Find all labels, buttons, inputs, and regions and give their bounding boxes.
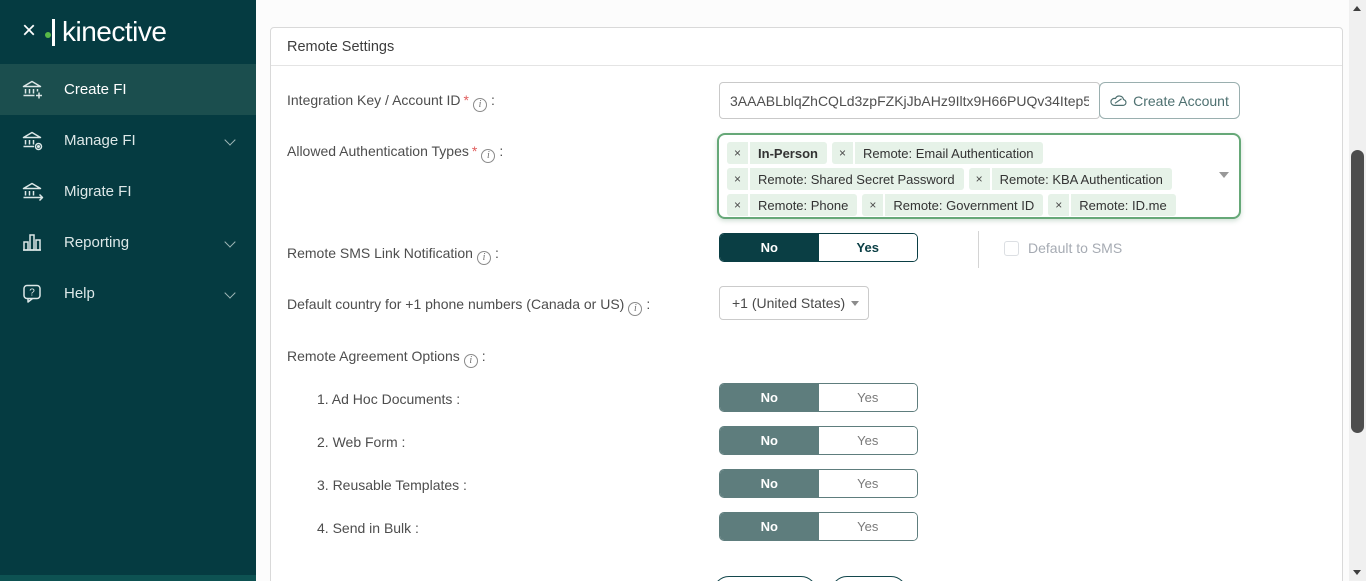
remove-tag-button[interactable]: × (862, 194, 885, 216)
create-account-label: Create Account (1133, 92, 1229, 109)
app-logo (52, 13, 166, 51)
sidebar-item-label: Migrate FI (64, 183, 132, 200)
field-label-auth-types: Allowed Authentication Types * i : (287, 143, 504, 161)
sidebar-item-migrate-fi[interactable] (0, 166, 256, 217)
field-label-ad-hoc-documents: 1. Ad Hoc Documents : (317, 391, 461, 407)
tag-label: Remote: KBA Authentication (999, 171, 1163, 187)
sms-link-toggle (719, 233, 918, 262)
web-form-toggle-no-button[interactable]: No (720, 427, 819, 454)
logo-text: kinective (62, 16, 167, 47)
remove-tag-button[interactable]: × (727, 142, 750, 164)
tag-label: Remote: Shared Secret Password (758, 171, 955, 187)
ad-hoc-toggle-yes-button[interactable]: Yes (819, 384, 918, 411)
sidebar-item-create-fi[interactable] (0, 64, 256, 115)
remove-tag-button[interactable]: × (1048, 194, 1071, 216)
sms-toggle-no-button[interactable]: No (720, 234, 819, 261)
reusable-templates-toggle-no-button[interactable]: No (720, 470, 819, 497)
chevron-down-icon (224, 134, 235, 145)
field-label-send-in-bulk: 4. Send in Bulk : (317, 520, 419, 536)
sidebar-item-help[interactable] (0, 268, 256, 319)
sidebar-item-label: Manage FI (64, 132, 136, 149)
create-account-button[interactable] (1099, 82, 1240, 119)
tag-row (727, 142, 1213, 164)
auth-type-tag (727, 168, 964, 190)
required-asterisk: * (463, 92, 469, 108)
auth-type-tag (969, 168, 1172, 190)
field-label-reusable-templates: 3. Reusable Templates : (317, 477, 467, 493)
remove-tag-button[interactable]: × (969, 168, 992, 190)
sidebar-footer-strip (0, 575, 256, 581)
send-in-bulk-toggle-no-button[interactable]: No (720, 513, 819, 540)
info-icon[interactable]: i (464, 354, 478, 368)
reusable-templates-toggle (719, 469, 918, 498)
field-label-default-country: Default country for +1 phone numbers (Canada or US) i : (287, 296, 651, 314)
remove-tag-button[interactable]: × (832, 142, 855, 164)
sidebar-close-button[interactable] (16, 18, 42, 44)
dropdown-caret-icon (851, 301, 859, 306)
tag-label: Remote: Email Authentication (863, 145, 1034, 161)
help-bubble-icon (20, 281, 44, 305)
bottom-action-button-1[interactable] (713, 576, 817, 581)
tag-label: In-Person (758, 145, 818, 161)
svg-text:?: ? (29, 287, 35, 299)
sidebar-item-label: Reporting (64, 234, 130, 251)
scrollbar[interactable] (1349, 0, 1366, 581)
tag-row (727, 168, 1213, 190)
integration-key-input[interactable] (719, 82, 1100, 119)
sidebar (0, 0, 256, 581)
required-asterisk: * (471, 143, 478, 159)
auth-type-tag (727, 194, 857, 216)
chevron-down-icon (224, 236, 235, 247)
ad-hoc-documents-toggle (719, 383, 918, 412)
panel-header (271, 28, 1342, 66)
sidebar-item-label: Create FI (64, 81, 127, 98)
default-sms-checkbox[interactable] (1004, 241, 1019, 256)
remove-tag-button[interactable]: × (727, 194, 750, 216)
panel-title: Remote Settings (287, 39, 395, 55)
dropdown-caret-icon (1219, 172, 1229, 178)
sidebar-item-manage-fi[interactable] (0, 115, 256, 166)
web-form-toggle-yes-button[interactable]: Yes (819, 427, 918, 454)
tag-label: Remote: ID.me (1079, 197, 1167, 213)
scroll-down-arrow[interactable] (1349, 564, 1366, 581)
info-icon[interactable]: i (477, 251, 491, 265)
chevron-down-icon (224, 287, 235, 298)
auth-type-tag (862, 194, 1043, 216)
cloud-pen-icon (1110, 94, 1127, 107)
remote-settings-panel (270, 27, 1343, 581)
tag-label: Remote: Phone (758, 197, 849, 213)
logo-dot-icon (45, 32, 51, 38)
sidebar-nav (0, 64, 256, 319)
auth-type-tag (727, 142, 827, 164)
field-label-web-form: 2. Web Form : (317, 434, 406, 450)
tag-row (727, 194, 1213, 216)
scrollbar-thumb[interactable] (1351, 150, 1364, 433)
auth-type-tag (1048, 194, 1175, 216)
tag-label: Remote: Government ID (893, 197, 1035, 213)
bottom-action-button-2[interactable] (831, 576, 907, 581)
field-label-agreement-options: Remote Agreement Options i : (287, 348, 486, 366)
sms-toggle-yes-button[interactable]: Yes (819, 234, 918, 261)
main-content (256, 0, 1349, 581)
logo-mark (52, 19, 55, 46)
ad-hoc-toggle-no-button[interactable]: No (720, 384, 819, 411)
send-in-bulk-toggle-yes-button[interactable]: Yes (819, 513, 918, 540)
vertical-divider (978, 231, 979, 268)
default-sms-label: Default to SMS (1028, 240, 1123, 256)
send-in-bulk-toggle (719, 512, 918, 541)
field-label-integration-key: Integration Key / Account ID * i : (287, 92, 495, 110)
bar-chart-icon (20, 230, 44, 254)
info-icon[interactable]: i (628, 302, 642, 316)
sidebar-header (0, 0, 256, 64)
bank-arrow-icon (20, 179, 44, 203)
bank-plus-icon (20, 77, 44, 101)
field-label-sms-link: Remote SMS Link Notification i : (287, 245, 499, 263)
auth-types-multiselect[interactable] (717, 133, 1241, 219)
bank-gear-icon (20, 128, 44, 152)
country-select[interactable] (719, 286, 869, 320)
country-select-value: +1 (United States) (732, 295, 846, 311)
web-form-toggle (719, 426, 918, 455)
info-icon[interactable]: i (481, 149, 495, 163)
auth-type-tag (832, 142, 1043, 164)
scroll-up-arrow[interactable] (1349, 0, 1366, 17)
remove-tag-button[interactable]: × (727, 168, 750, 190)
reusable-templates-toggle-yes-button[interactable]: Yes (819, 470, 918, 497)
close-icon: × (21, 17, 36, 44)
info-icon[interactable]: i (473, 98, 487, 112)
sidebar-item-reporting[interactable] (0, 217, 256, 268)
sidebar-item-label: Help (64, 285, 95, 302)
